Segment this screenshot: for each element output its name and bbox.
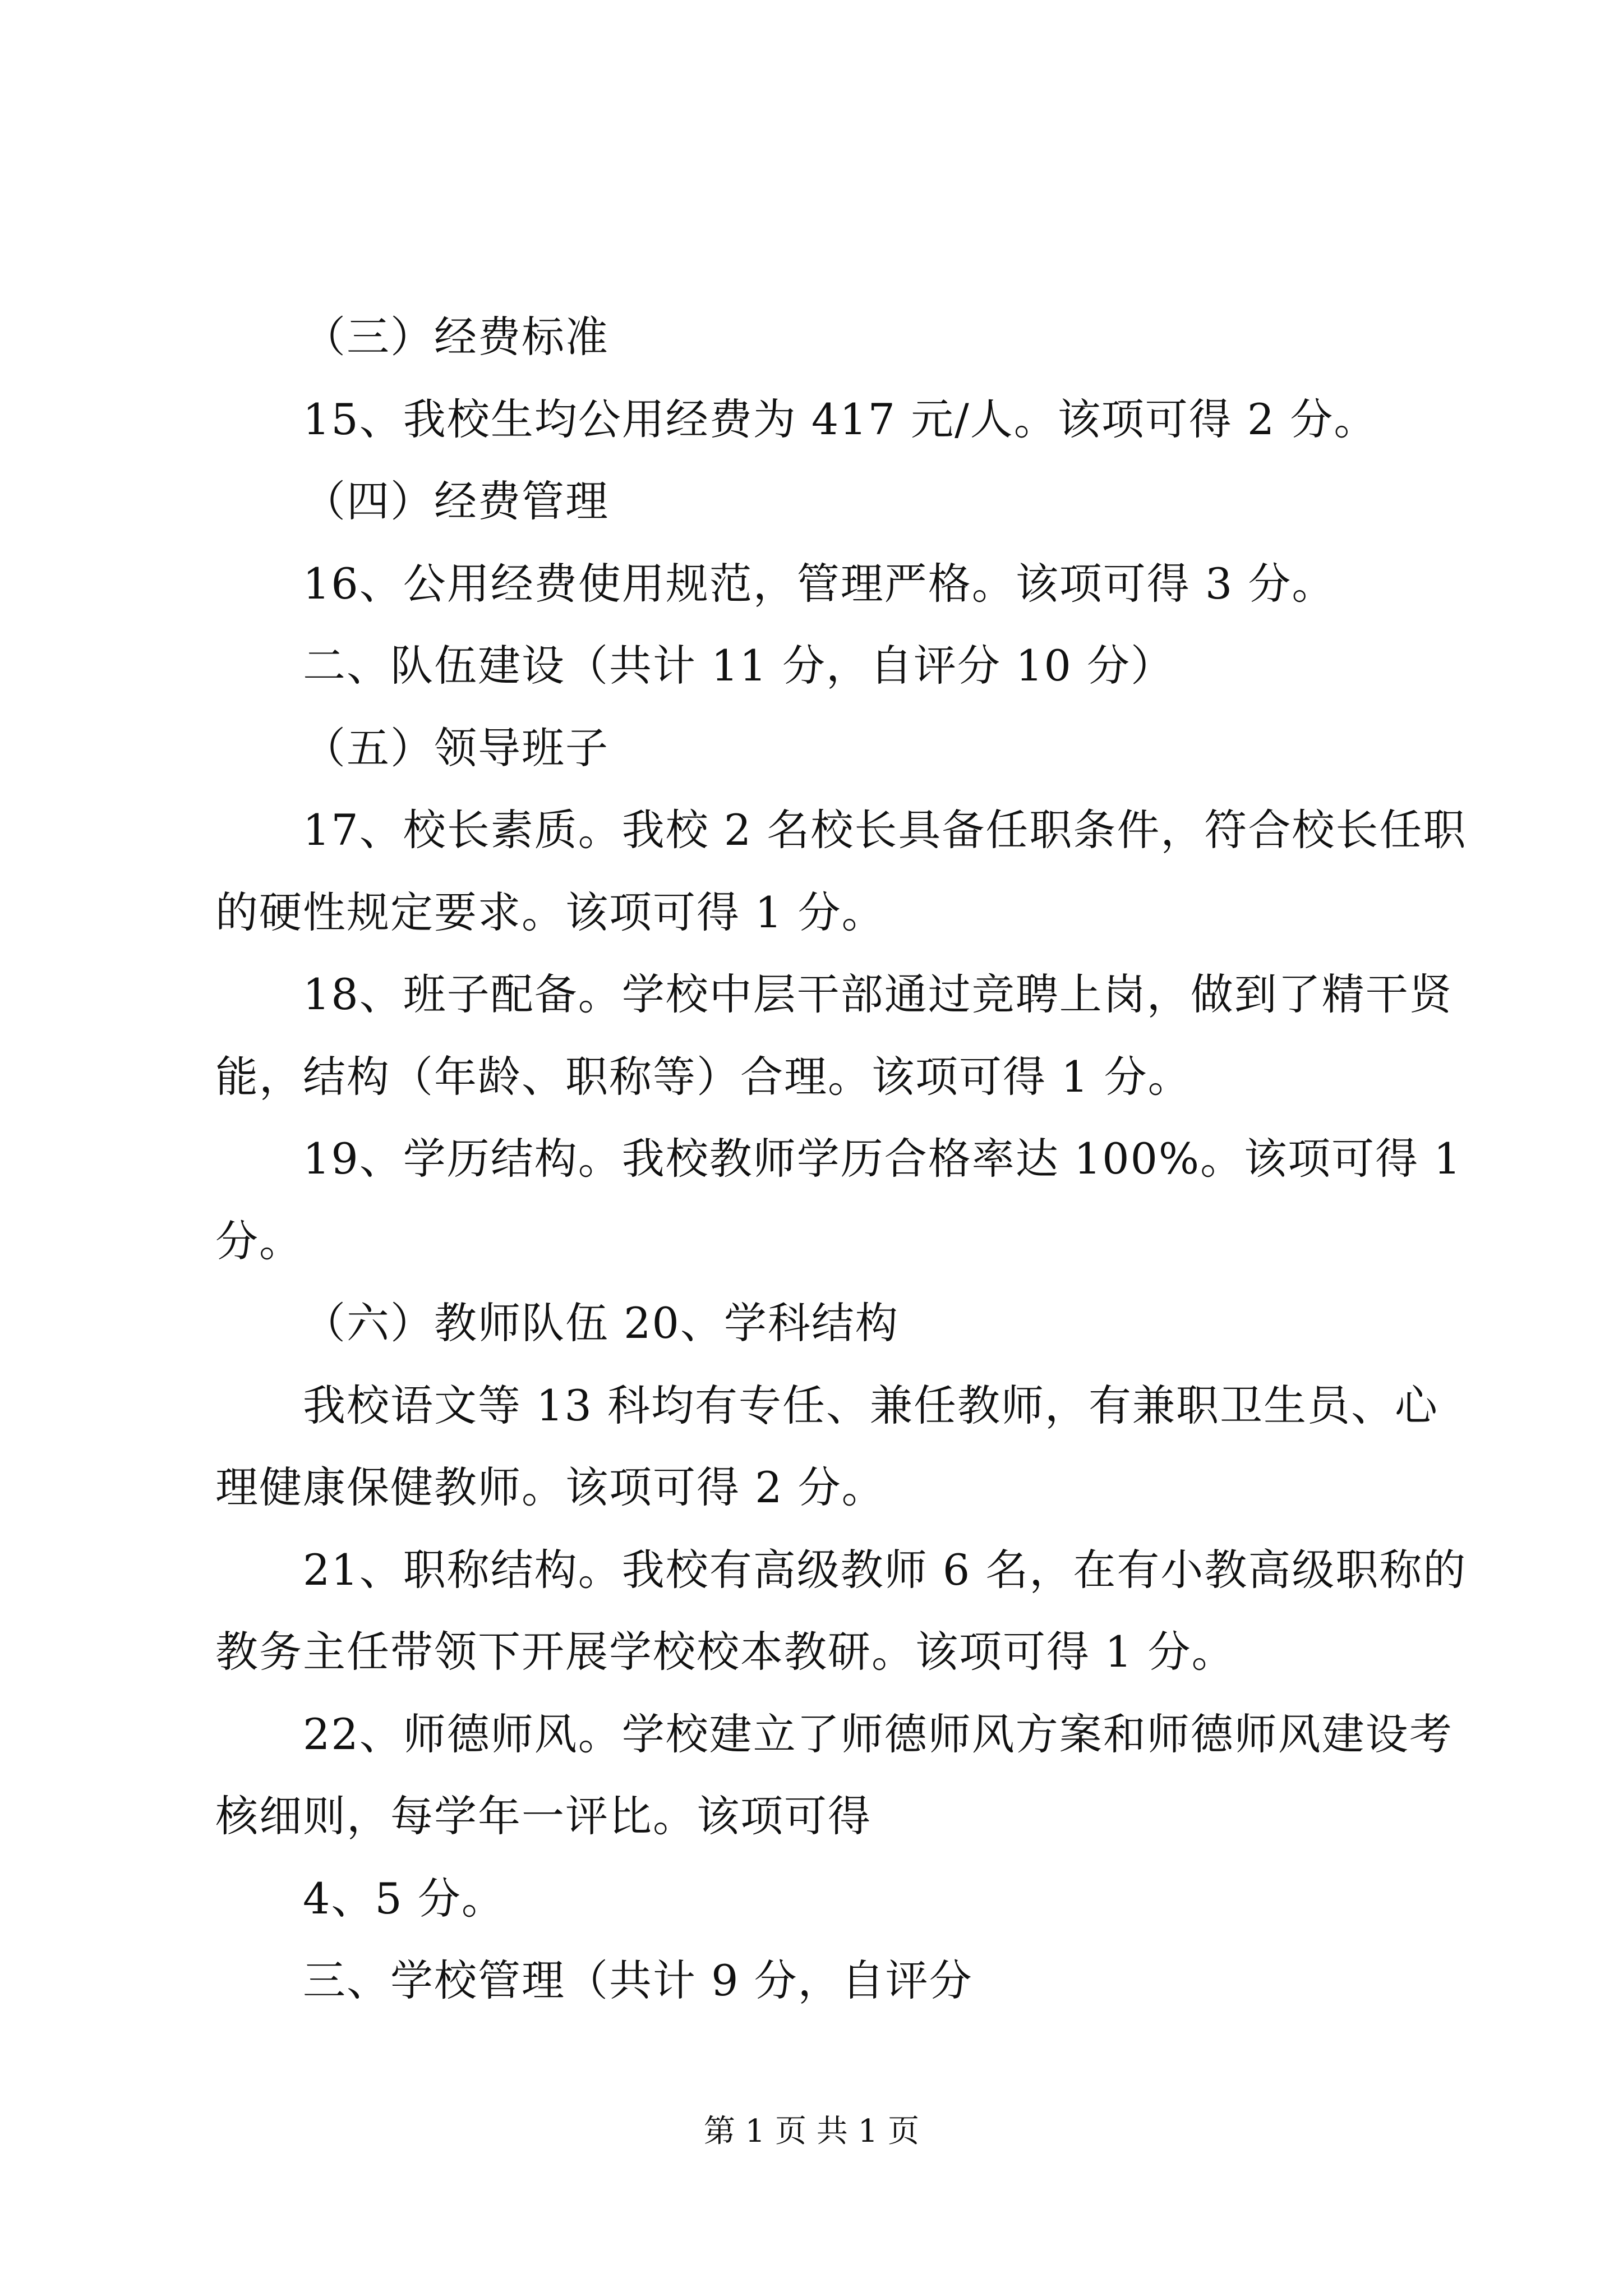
paragraph-line: 17、校长素质。我校 2 名校长具备任职条件，符合校长任职 — [303, 805, 1467, 855]
paragraph-line: 分。 — [215, 1216, 303, 1266]
paragraph-line: 教务主任带领下开展学校校本教研。该项可得 1 分。 — [215, 1627, 1235, 1677]
section-heading-team-building: 二、队伍建设（共计 11 分，自评分 10 分） — [303, 641, 1175, 691]
section-heading-leadership: （五）领导班子 — [303, 723, 609, 773]
paragraph-line: 我校语文等 13 科均有专任、兼任教师，有兼职卫生员、心 — [303, 1381, 1439, 1430]
section-heading-teaching-staff: （六）教师队伍 20、学科结构 — [303, 1298, 899, 1348]
paragraph-line: 18、班子配备。学校中层干部通过竞聘上岗，做到了精干贤 — [303, 969, 1453, 1019]
paragraph-line: 4、5 分。 — [303, 1874, 505, 1924]
paragraph-line: 理健康保健教师。该项可得 2 分。 — [215, 1462, 886, 1512]
paragraph-line: 21、职称结构。我校有高级教师 6 名，在有小教高级职称的 — [303, 1545, 1467, 1595]
paragraph-line: 的硬性规定要求。该项可得 1 分。 — [215, 887, 886, 937]
section-heading-school-management: 三、学校管理（共计 9 分，自评分 — [303, 1955, 973, 2005]
section-heading-funding-management: （四）经费管理 — [303, 476, 609, 526]
page-footer: 第 1 页 共 1 页 — [703, 2113, 920, 2150]
paragraph-line: 16、公用经费使用规范，管理严格。该项可得 3 分。 — [303, 559, 1336, 609]
paragraph-line: 15、我校生均公用经费为 417 元/人。该项可得 2 分。 — [303, 394, 1378, 444]
paragraph-line: 19、学历结构。我校教师学历合格率达 100%。该项可得 1 — [303, 1134, 1462, 1184]
section-heading-funding-standard: （三）经费标准 — [303, 312, 609, 362]
paragraph-line: 核细则，每学年一评比。该项可得 — [215, 1791, 872, 1841]
paragraph-line: 能，结构（年龄、职称等）合理。该项可得 1 分。 — [215, 1052, 1192, 1102]
paragraph-line: 22、师德师风。学校建立了师德师风方案和师德师风建设考 — [303, 1709, 1453, 1759]
